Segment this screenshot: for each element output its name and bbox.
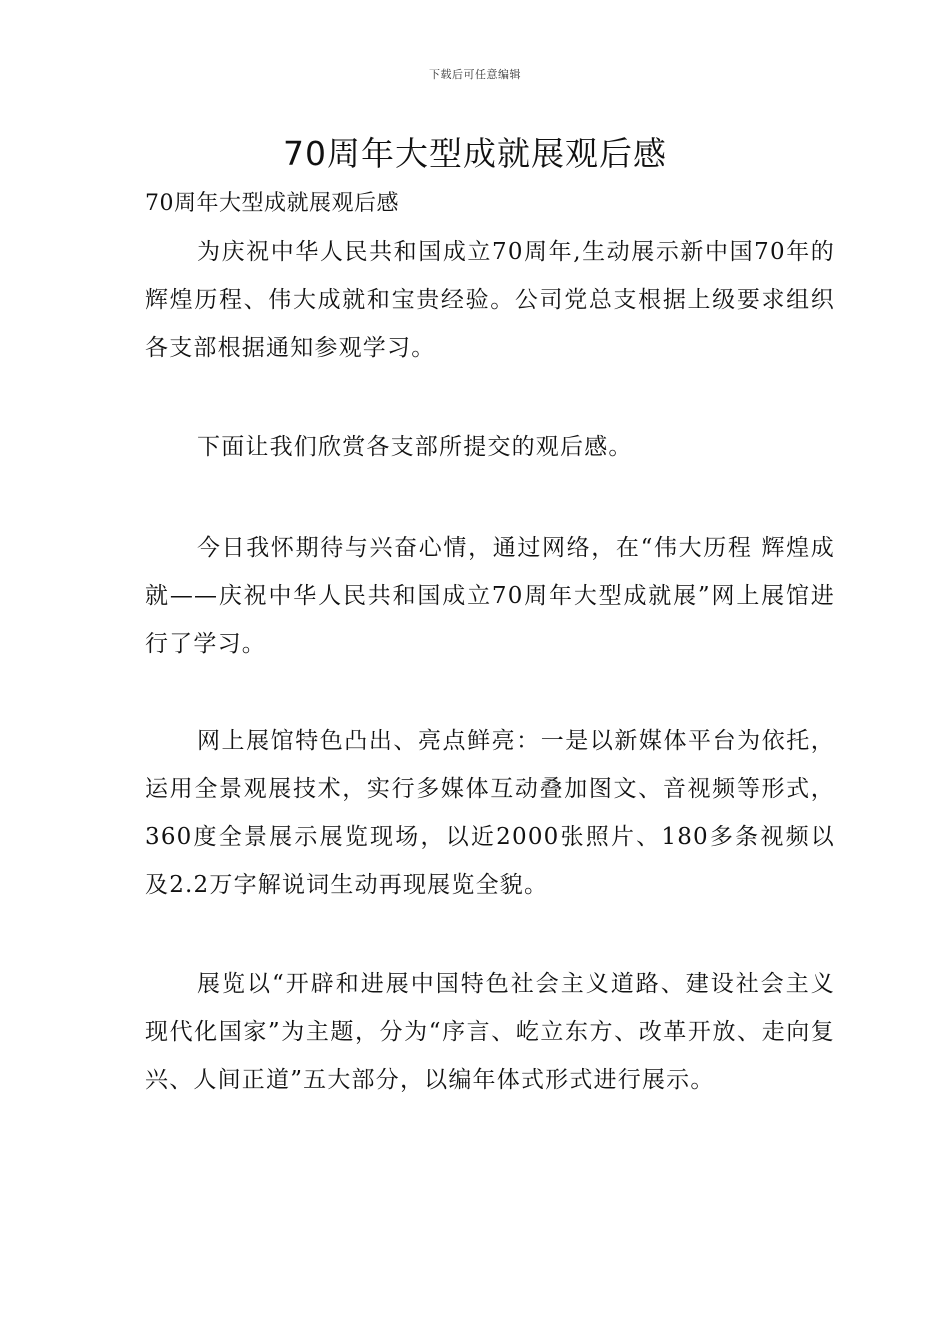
paragraph-intro: 为庆祝中华人民共和国成立70周年,生动展示新中国70年的辉煌历程、伟大成就和宝贵经验。公司党总支根据上级要求组织各支部根据通知参观学习。: [145, 239, 835, 361]
document-subtitle: 70周年大型成就展观后感: [145, 191, 399, 216]
paragraph-features: 网上展馆特色凸出、亮点鲜亮：一是以新媒体平台为依托，运用全景观展技术，实行多媒体互动叠加图文、音视频等形式，360度全景展示展览现场，以近2000张照片、180多条视频以及2.2万字解说词生动再现展览全貌。: [145, 728, 835, 898]
page-title: 70周年大型成就展观后感: [283, 134, 667, 173]
header-note: 下载后可任意编辑: [429, 68, 521, 81]
paragraph-transition: 下面让我们欣赏各支部所提交的观后感。: [197, 434, 633, 460]
paragraph-visit: 今日我怀期待与兴奋心情，通过网络，在“伟大历程 辉煌成就——庆祝中华人民共和国成立70周年大型成就展”网上展馆进行了学习。: [145, 535, 835, 657]
paragraph-theme: 展览以“开辟和进展中国特色社会主义道路、建设社会主义现代化国家”为主题，分为“序言、屹立东方、改革开放、走向复兴、人间正道”五大部分，以编年体式形式进行展示。: [145, 971, 835, 1093]
